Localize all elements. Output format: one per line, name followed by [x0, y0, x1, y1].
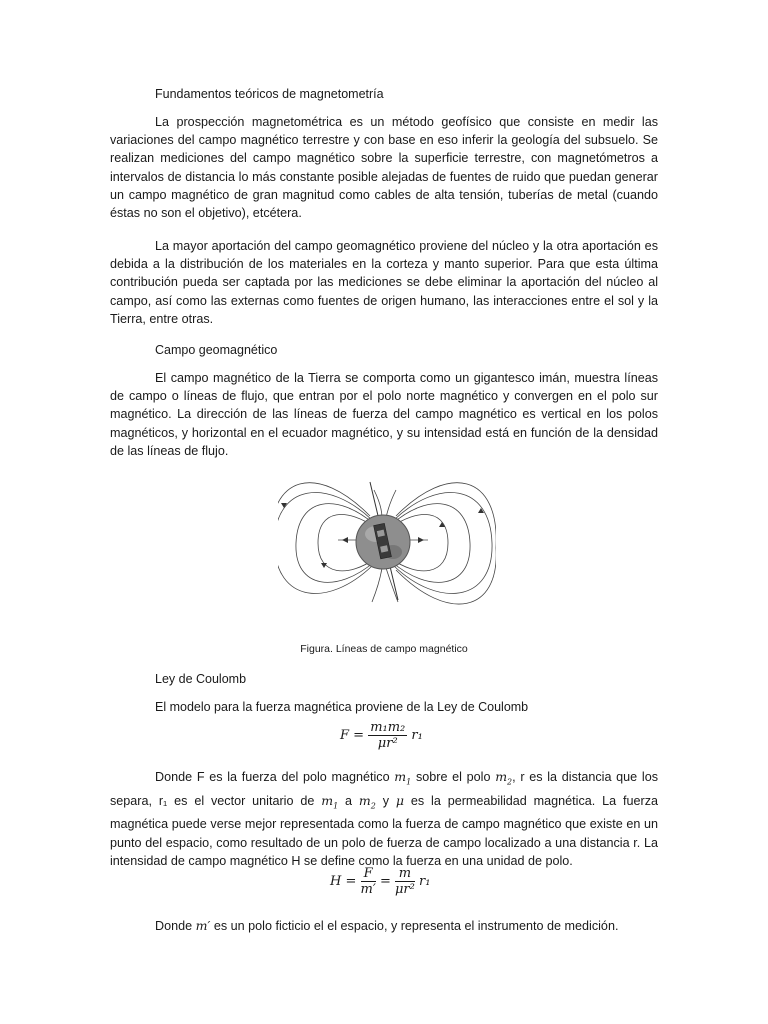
m2-letter-2: m	[358, 792, 371, 808]
paragraph-1-text: La prospección magnetométrica es un método geofísico que consiste en medir las variaciones del campo magnético terrestre y con base en eso inferir la geología del subsuelo. Se realizan mediciones del campo magnético sobre la superficie terrestre, con magnetómetros a intervalos de distancia lo más constante posible alejadas de fuentes de ruido que puedan generar un campo magnético de gran magnitud como cables de alta tensión, tuberías de metal (cuando éstas no son el objetivo), etcétera.	[110, 115, 658, 221]
eq2-lhs: H =	[330, 874, 357, 889]
m2-sub: 2	[507, 777, 513, 787]
paragraph-5-text	[110, 768, 658, 870]
section-title-campo: Campo geomagnético	[155, 343, 278, 357]
paragraph-6	[110, 917, 658, 935]
p6-text-a: Donde	[155, 919, 196, 933]
eq2-equals: =	[379, 874, 391, 889]
section-title-fundamentos: Fundamentos teóricos de magnetometría	[155, 87, 384, 101]
m1-sub-2: 1	[333, 801, 339, 811]
m1-symbol	[394, 769, 412, 787]
eq2-denominator-1: m′	[360, 882, 376, 897]
eq2-numerator-2: m	[395, 866, 415, 882]
m1-symbol-2	[321, 792, 339, 811]
p5-text-e: y	[375, 793, 396, 808]
p6-text-b: es un polo ficticio el el espacio, y representa el instrumento de medición.	[210, 919, 619, 933]
m1-letter-2: m	[321, 792, 334, 808]
p5-text-b: sobre el polo	[411, 770, 496, 784]
paragraph-3	[110, 369, 658, 460]
paragraph-3-text: El campo magnético de la Tierra se comporta como un gigantesco imán, muestra líneas de campo o líneas de flujo, que entran por el polo norte magnético y convergen en el polo sur magnético. La dirección de las líneas de fuerza del campo magnético es vertical en los polos magnéticos, y horizontal en el ecuador magnético, y su intensidad está en función de la densidad de las líneas de flujo.	[110, 371, 658, 458]
paragraph-2	[110, 237, 658, 328]
m2-symbol-2	[358, 792, 376, 811]
p5-text-f: es la permeabilidad magnética. La fuerza magnética puede verse mejor representada como la fuerza de campo magnético que existe en un punto del espacio, como resultado de un polo de fuerza de campo localizado a una distancia r. La intensidad de campo magnético H se define como la fuerza en una unidad de polo.	[110, 793, 658, 868]
eq2-denominator-2: μr²	[394, 882, 415, 897]
eq1-denominator: μr²	[377, 736, 398, 751]
m2-letter: m	[495, 769, 508, 784]
section-title-coulomb: Ley de Coulomb	[155, 672, 247, 686]
equation-intensity	[330, 866, 430, 897]
m1-letter: m	[394, 769, 407, 784]
p5-text-a: Donde F es la fuerza del polo magnético	[155, 770, 395, 784]
p5-text-d: a	[338, 793, 359, 808]
paragraph-1	[110, 113, 658, 222]
figure-caption: Figura. Líneas de campo magnético	[300, 643, 468, 655]
mu-symbol: μ	[395, 792, 404, 808]
m2-symbol	[495, 769, 513, 787]
paragraph-4: El modelo para la fuerza magnética proviene de la Ley de Coulomb	[155, 700, 529, 714]
paragraph-2-text: La mayor aportación del campo geomagnético proviene del núcleo y la otra aportación es debida a la distribución de los materiales en la corteza y manto superior. Para que esta última contribución pueda ser captada por las mediciones se debe eliminar la aportación del núcleo al campo, así como las externas como fuentes de origen humano, las interacciones entre el sol y la Tierra, entre otras.	[110, 239, 658, 326]
paragraph-6-text	[110, 917, 658, 935]
m1-sub: 1	[406, 777, 412, 787]
eq2-fraction-1	[361, 866, 376, 897]
magnetic-field-figure	[278, 468, 496, 618]
p5-text-c: , r es la distancia que los separa, r₁ es el vector unitario de	[110, 770, 658, 808]
eq1-numerator: m₁m₂	[370, 720, 406, 735]
equation-coulomb	[340, 720, 423, 751]
eq1-lhs: F =	[340, 728, 365, 743]
eq2-fraction-2	[395, 866, 415, 897]
eq1-fraction	[368, 720, 407, 751]
mprime-symbol: m′	[195, 918, 211, 933]
m2-sub-2: 2	[370, 801, 376, 811]
paragraph-5	[110, 768, 658, 870]
eq1-tail: r₁	[411, 728, 423, 743]
eq2-tail: r₁	[419, 874, 431, 889]
eq2-numerator-1: F	[361, 866, 376, 882]
